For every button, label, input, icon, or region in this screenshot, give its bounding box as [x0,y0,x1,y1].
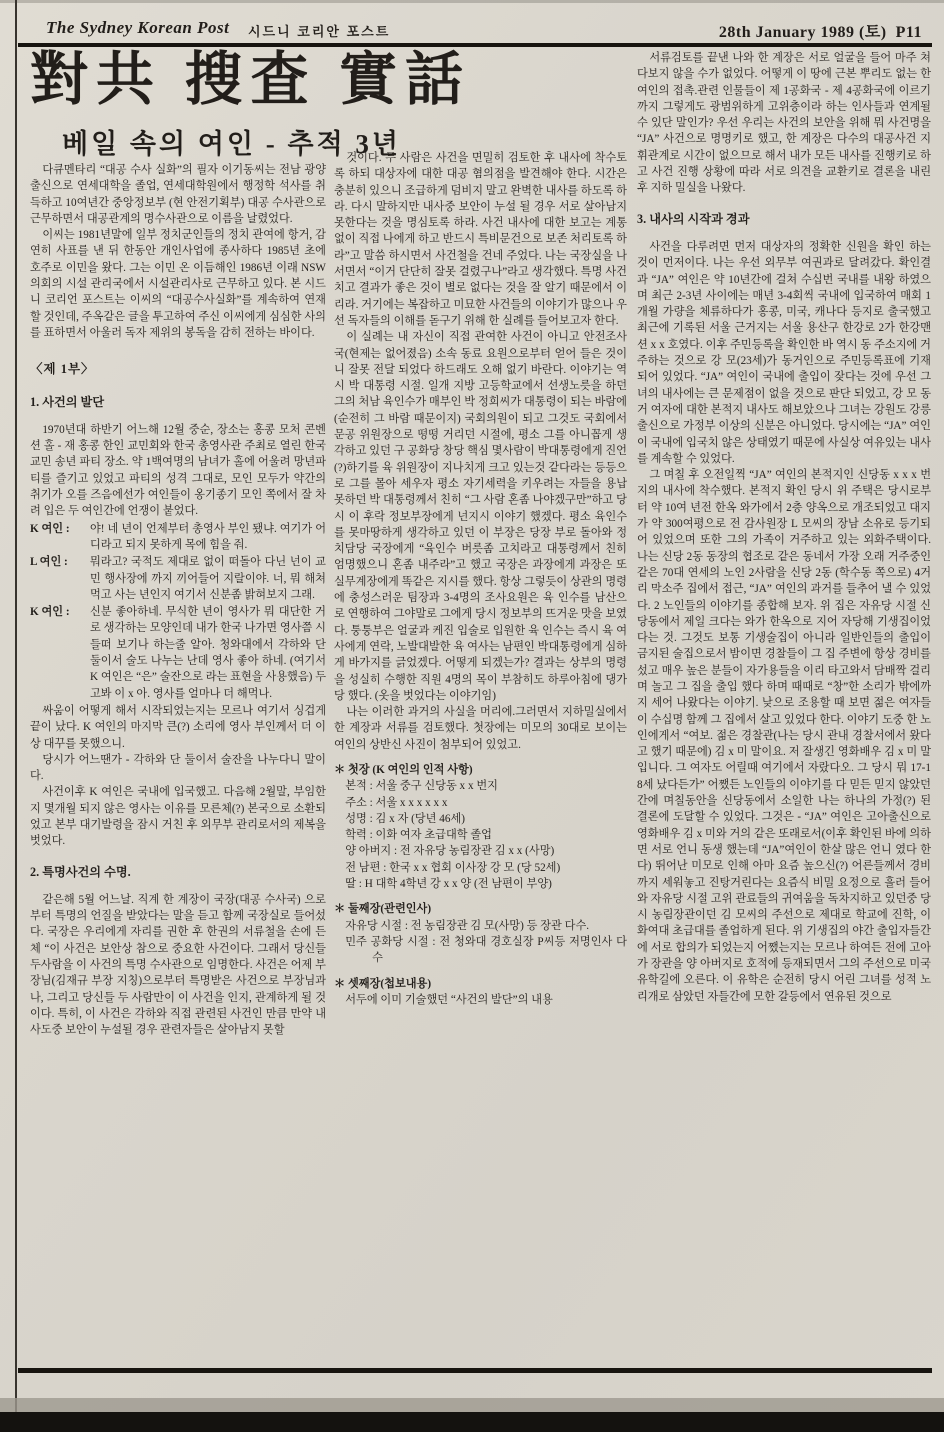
article-line: 민주 공화당 시절 : 전 청와대 경호실장 P씨등 저명인사 다수 [345,935,627,965]
headline-main: 對共 搜査 實話 [30,47,472,112]
article-part: 〈제 1부〉 [30,362,95,377]
date-text: 28th January 1989 (토) [718,24,887,41]
article-p: 이씨는 1981년말에 일부 정치군인들의 정치 관여에 항거, 감연히 사표를 낸 뒤 한동안 개인사업에 종사하다 1985년 초에 호주로 이민을 왔다. 그는 이민 온 이듬해인 1986년 이래 NSW의회의 시설 관리국에서 시설관리사로 근무하고 있다. 본 시드니 코리언 포스트는 이씨의 “대공수사실화”를 계속하여 연재할 것인데, 주옥같은 글을 투고하여 주신 이씨에게 심심한 사의를 표하면서 아울러 독자 제위의 봉독을 감히 전하는 바이다. [30,229,326,339]
page-number: P11 [895,24,922,41]
article-line: 학력 : 이화 여자 초급대학 졸업 [345,829,492,842]
article-p: 것이다. 두 사람은 사건을 면밀히 검토한 후 내사에 착수토록 하되 대상자에 대한 대공 혐의점을 발견해야 한다. 시간은 충분히 있으니 조급하게 덤비지 말고 완벽한 내사를 하도록 하라. 다시 말하지만 내사중 보안이 누설 될 경우 서로 살아남지 못한다는 것을 명심토록 하라. 사건 내사에 대한 보고는 계통없이 직접 나에게 하고 반드시 특비문건으로 보존 처리토록 하라”고 말씀 하시면서 사건철을 건네 주었다. 나는 국장실을 나서면서 “이거 단단히 잘못 걸렸구나”라고 생각했다. 특명 사건치고 결과가 좋은 것이 별로 없다는 것을 잘 알기 때문에서 이리라. 거기에는 복잡하고 미묘한 사건들의 이야기가 많으나 우선 독자들의 이해를 돋구기 위해 한 실례를 들어보고자 한다. [334,152,627,327]
bottom-rule [18,1368,932,1373]
article-line: 딸 : H 대학 4학년 강 x x 양 (전 남편이 부양) [345,878,552,891]
dialog-text: 야! 네 년이 언제부터 총영사 부인 됐냐. 여기가 어디라고 되지 못하게 목에 힘을 줘. [90,522,326,551]
dialog-block [30,554,326,603]
scan-edge-top [0,0,944,3]
dialog-speaker-label: K 여인 : [30,606,70,619]
article-line: 자유당 시절 : 전 농림장관 김 모(사망) 등 장관 다수. [345,919,590,932]
scan-edge-bottom [0,1412,944,1432]
article-heading: 2. 특명사건의 수명. [30,864,131,879]
page-header [18,10,932,42]
masthead-korean: 시드니 코리안 포스트 [248,24,391,39]
scan-edge-left [15,0,17,1432]
dialog-block [30,604,326,702]
article-p: 사건이후 K 여인은 국내에 입국했고. 다음해 2월말, 부임한 지 몇개월 되지 않은 영사는 이유를 모른체(?) 본국으로 소환되었고 본부 대기발령을 잠시 거친 후 외무부 관리로서의 제복을 벗었다. [30,786,326,848]
article-line: 전 남편 : 한국 x x 협회 이사장 강 모 (당 52세) [345,861,561,874]
article-p: 사건을 다루려면 먼저 대상자의 정확한 신원을 확인 하는 것이 먼저이다. 나는 우선 외무부 여권과로 달려갔다. 확인결과 “JA” 여인은 약 10년간에 걸쳐 수십번 국내를 내왕 하였으며 최근 2-3년 사이에는 매년 3-4회씩 국내에 입국하여 매회 1개월 가량을 체류하다가 홍콩, 미국, 캐나다 등지로 출국했고 최근에 기록된 서울 근거지는 서울 용산구 한강로 2가 한강맨션 x x 호였다. 이후 주민등록을 확인한 바 역시 동 주소지에 거주하는 것으로 강 모(23세)가 동거인으로 주민등록표에 기재되어 있었다. “JA” 여인이 국내에 출입이 잦다는 것에 우선 그녀의 내사에는 큰 문제점이 없을 것으로 판단 되었고, 강 모 동거 여자에 대한 본적지 내사도 해보았으나 그녀는 강원도 강릉 출신으로 가정부 이상의 신분은 아니었다. 당시에는 “JA” 여인이 국내에 입국치 않은 상태였기 때문에 사실상 여유있는 내사를 계속할 수 있었다. [637,240,931,465]
article-line: 성명 : 김 x 자 (당년 46세) [345,812,465,825]
column-1 [30,162,326,1364]
headline-subtitle: 베일 속의 여인 - 추적 3년 [62,129,401,159]
article-heading: 1. 사건의 발단 [30,394,105,409]
article-line: 주소 : 서울 x x x x x x [345,796,448,809]
dialog-text: 뭐라고? 국적도 제대로 없이 떠돌아 다닌 넌이 교민 행사장에 까지 끼어들어 지랄이야. 너, 뭐 해쳐먹고 사는 년인지 여기서 신분좀 밝혀보지 그래. [90,556,326,601]
article-line: 본적 : 서울 중구 신당동 x x 번지 [345,780,498,793]
masthead-english: The Sydney Korean Post [46,18,230,37]
dialog-speaker-label: L 여인 : [30,556,68,569]
article-line: 서두에 이미 기술했던 “사건의 발단”의 내용 [345,993,553,1006]
article-p: 이 실례는 내 자신이 직접 관여한 사건이 아니고 안전조사국(현제는 없어졌음) 소속 동료 요원으로부터 얻어 들은 것이니 잘못 전달 되었다 하드래도 오해 없기 바란다. 이야기는 역시 박 대통령 시절. 일개 지방 고등학교에서 선생노릇을 하던 그의 처남 육인수가 매부인 박 정희씨가 대통령이 되는 바람에 (순전히 그 바람 때문이지) 국회의원이 되고 그것도 국회에서 문공 위원장으로 떵떵 거리던 시절에, 평소 그를 아니꼽게 생각하고 있던 구 공화당 창당 핵심 몇사람이 박대통령에게 진언(?)하기를 육 위원장이 지나치게 크고 있는것 같다라는 등등으로 그를 몰아 세우자 평소 자기세력을 키우려는 자들을 용납 못하던 박 대통령께서 친히 “그 사람 혼좀 나야겠구만”하고 당시 이 후락 정보부장에게 넌지시 이야기 했겠다. 평소 육인수를 못마땅하게 생각하고 있던 이 부장은 당장 부로 돌아와 정치담당 국장에게 “육인수 버릇좀 고치라고 대통령께서 친히 엄명했으니 혼좀 내주라”고 했고 국장은 과장에게 과장은 또 실무계장에게 똑같은 지시를 했다. 항상 그렇듯이 상관의 명령에 충성스러운 팀장과 3-4명의 조사요원은 육 인수를 남산으로 연행하여 그야말로 그에게 당시 정보부의 뜨거운 맛을 보였다. 퉁퉁부은 얼굴과 케진 입술로 입원한 육 인수는 즉시 육 여사에게 연락, 노발대발한 육 여사는 남편인 박대통령에게 심하게 바가지를 긁었겠다. 어떻게 되겠는가? 결과는 상부의 명령을 성실히 수행한 직원 4명의 목이 부참히도 하루아침에 댕가당 했다. (옷을 벗었다는 이야기임) [334,331,627,702]
article-p: 1970년대 하반기 어느해 12월 중순, 장소는 홍콩 모처 콘벤션 홀 - 재 홍콩 한인 교민회와 한국 총영사관 주최로 열린 한국 교민 송년 파티 장소. 약 1백여명의 남녀가 홀에 어울려 망년파티를 즐기고 있었고 파티의 성격 그대로, 모인 모두가 약간의 취기가 오를 즈음에선가 여인들이 옹기종기 모인 쪽에서 잘 차려 입은 두 여인간에 언쟁이 붙었다. [30,423,326,518]
column-2 [334,150,627,1364]
article-p: 그 며칠 후 오전일찍 “JA” 여인의 본적지인 신당동 x x x 번지의 내사에 착수했다. 본적지 확인 당시 위 주택은 당시로부터 약 10여 년전 한옥 와가에서 2층 양옥으로 개조되었고 대지가 약 300여평으로 전 감사원장 L 모씨의 장남 소유로 등기되어 있었으며 또한 그의 가족이 거주하고 있는 외화주택이다. 나는 신당 2동 동장의 협조로 같은 동네서 가장 오래 거주중인 같은 70대 연세의 노인 2사람을 신당 2동 (학수동 쪽으로) 4거리 막소주 집에서 접근, “JA” 여인의 과거를 들추어 낼 수 있었다. 2 노인들의 이야기를 종합해 보자. 위 집은 자유당 시절 신당동에서 제일 크다는 와가 한옥으로 지어 자당해 기생집이었다는 것. 그것도 보통 기생술집이 아니라 일반인들의 출입이 금지된 술집으로서 밤이면 경찰들이 그 집 주변에 항상 경비를 섰고 매우 높은 분들이 자가용들을 이리 타고와서 담배짝 걸리며 놀고 그 집을 출입 했다 하며 때때로 “창”한 소리가 밖에까지 세어 나왔다는 이야기. 낮으로 조용할 때 보면 젊은 여자들이 수십명 함께 그 집에서 살고 있었다 한다. 이야기 도중 한 노인에게서 “여보. 젊은 경찰관(나는 당시 관내 경찰서에서 왔다고 했기 때문에) 김 x 미 말이요. 저 잘생긴 영화배우 김 x 미 말입니다. 그 여자도 어릴때 여기에서 자랐다오. 그 당시 뭐 17-18세 났다든가” 어쨌든 노인들의 이야기를 다 믿든 믿지 않았던 간에 며칠동안을 신당동에서 소일한 나는 하나의 가정(?) 된 결론에 도달할 수 있었다. 그것은 - “JA” 여인은 고아출신으로 영화배우 김 x 미와 거의 같은 또래로서(이후 확인된 바에 의하면 서로 언니 동생 했는데 “JA”여인이 한살 많은 언니 였다 한다) 뛰어난 미모로 인해 아마 요즘 높으신(?) 어른들께서 경비까지 세워놓고 진탕거린다는 요즘식 비밀 요정으로 흘러 들어와 자유당 시절 고위 관료들의 귀여움을 독차지하고 있던중 당시 농림장관이던 김 모씨의 주선으로 제대로 학교에 진학, 이화여대 초급대를 졸업하게 된다. 위 기생집의 야간 출입자들간에 서로 합의가 되었는지 어쨌는지는 모르나 하여든 전에 고아가 장관을 양 아버지로 호적에 등재되면서 그의 주선으로 미국 유학길에 오른다. 이 유학은 순전히 당시 어린 그녀를 성적 노리개로 삼았던 자들간에 모한 갈등에서 연유된 것으로 [637,469,931,1003]
article-listhead: ＊ 첫장 (K 여인의 인적 사항) [334,763,473,776]
dialog-block [30,521,326,554]
article-p: 다큐멘타리 “대공 수사 실화”의 필자 이기동씨는 전남 광양 출신으로 연세대학을 졸업, 연세대학원에서 행정학 석사를 취득하고 10여년간 중앙정보부 (현 안전기획부) 대공 수사관으로 근무하면서 대공관계의 명수사관으로 이름을 날렸었다. [30,164,326,225]
article-line: 양 아버지 : 전 자유당 농림장관 김 x x (사망) [345,845,555,858]
article-heading: 3. 내사의 시작과 경과 [637,211,750,226]
article-p: 서류검토를 끝낸 나와 한 계장은 서로 얼굴을 들어 마주 쳐다보지 않을 수가 없었다. 어떻게 이 땅에 근본 뿌리도 없는 한 여인의 접촉.관련 인물들이 제 1공화국 - 제 4공화국에 이르기까지 그렇게도 광범위하게 고위층이라 하는 인사들과 연계될 수 있단 말인가? 우선 우리는 사건의 보안을 위해 뭐 사건명을 “JA” 사건으로 명명키로 했고, 한 계장은 다수의 대공사건 지휘관계로 시간이 없으므로 해서 내가 모든 내사를 진행키로 하고 사건 진행 상황에 따라 서로 의견을 교환키로 결론을 내린 후 지하 밀실을 나왔다. [637,52,931,195]
article-listhead: ＊ 셋째장(첩보내용) [334,977,432,990]
dialog-speaker-label: K 여인 : [30,522,70,535]
article-p: 같은해 5월 어느날. 직계 한 계장이 국장(대공 수사국) 으로부터 특명의 언질을 받았다는 말을 듣고 함께 국장실로 들어섰다. 국장은 우리에게 자리를 권한 후 한권의 서류철을 손에 든 체 “이 사건은 보안상 참으로 중요한 사건이다. 그래서 당신들 두사람을 이 사건의 특명 수사관으로 임명한다. 사건은 어제 부장님(김재규 부장 지칭)으로부터 특명받은 사건으로 부장님과 나, 그리고 당신들 두 사람만이 이 사건을 인지, 관계하게 될 것이다. 특히, 이 사건은 각하와 직접 관련된 사건인 만큼 만약 내사도중 보안이 누설될 경우 관련자들은 살아남지 못할 [30,893,326,1037]
article-p: 당시가 어느땐가 - 각하와 단 둘이서 술잔을 나누다니 말이다. [30,753,326,783]
article-p: 싸움이 어떻게 해서 시작되었는지는 모르나 여기서 싱겁게 끝이 났다. K 여인의 마지막 큰(?) 소리에 영사 부인께서 더 이상 대꾸를 못했으니. [30,704,326,750]
article-listhead: ＊ 둘째장(관련인사) [334,903,432,916]
dateline [719,19,922,42]
dialog-text: 신분 좋아하네. 무식한 년이 영사가 뭐 대단한 거로 생각하는 모양인데 내가 한국 나가면 영사쯤 시들떠 보기나 하는줄 알아. 청와대에서 각하와 단 둘이서 술도 나누는 난데 영사 좋아 하네. (여기서 K 여인은 “은” 술잔으로 라는 표현을 사용했음) 두고봐 이 x 아. 영사를 얼마나 더 해먹나. [90,606,326,700]
column-3 [637,50,931,1364]
article-p: 나는 이러한 과거의 사실을 머리에.그러면서 지하밀실에서 한 계장과 서류를 검토했다. 첫장에는 미모의 30대로 보이는 여인의 상반신 사진이 첨부되어 있었고. [334,706,627,751]
